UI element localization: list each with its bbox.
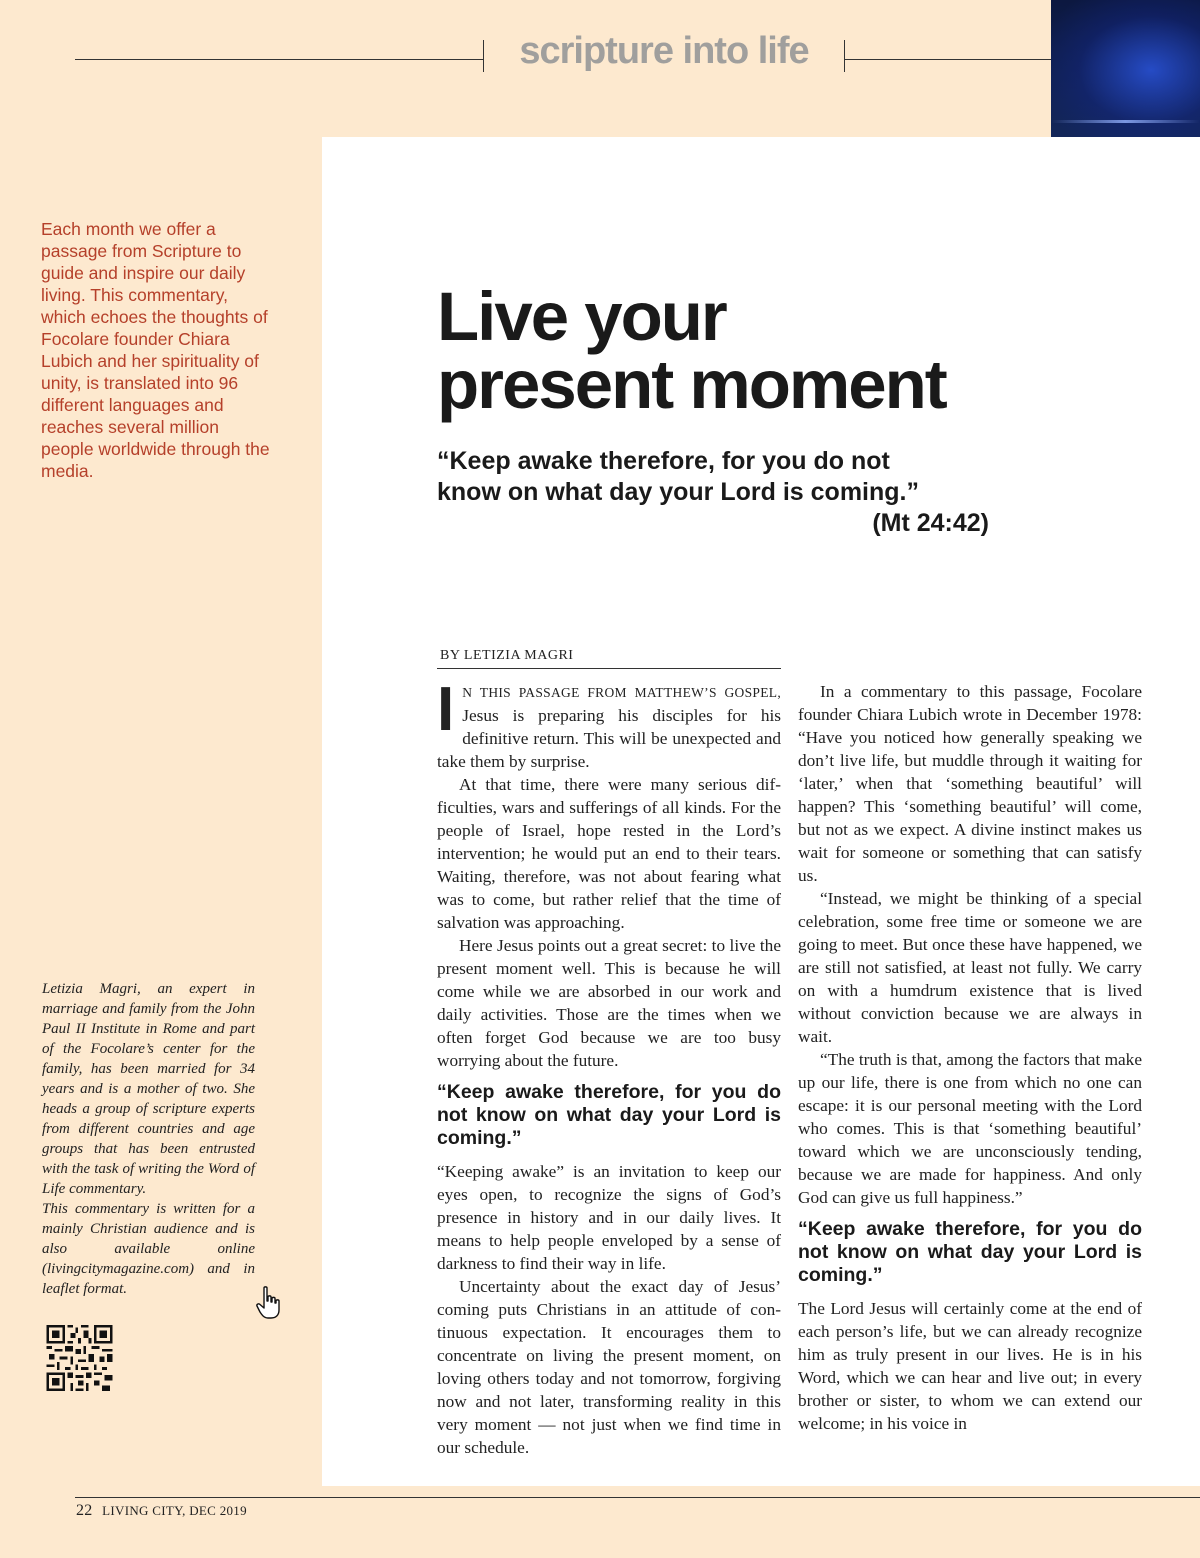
byline: BY LETIZIA MAGRI bbox=[440, 648, 574, 663]
subhead-1: “Keep awake therefore, for you do not know on what day your Lord is coming.” bbox=[437, 1081, 781, 1149]
page-footer bbox=[76, 1502, 247, 1520]
scripture-quote bbox=[437, 446, 997, 539]
hand-pointer-icon[interactable] bbox=[255, 1285, 283, 1321]
paragraph-8: “The truth is that, among the factors that make up our life, there is one from which no one can escape: it is our personal meeting with the Lord who comes. This is that ‘something beautiful’ toward which we are unconsciously tending, because we are made for happiness. And only God can give us full happiness.” bbox=[798, 1050, 1142, 1207]
header-rule-left bbox=[75, 59, 483, 60]
paragraph-2: At that time, there were many serious difficulties, wars and sufferings of all kinds. For the people of Israel, hope rested in the Lord’s intervention; he would put an end to their tears. Waiting, therefore, was not about fearing what was to come, but rather relief that the time of salvation was approaching. bbox=[437, 775, 781, 932]
article-title-line-1: Live your bbox=[437, 278, 726, 355]
section-title: scripture into life bbox=[519, 30, 809, 72]
footer-rule bbox=[75, 1497, 1200, 1498]
header-rule-right bbox=[845, 59, 1055, 60]
sidebar-intro: Each month we offer a passage from Scripture to guide and inspire our daily living. This commentary, which echoes the thoughts of Focolare founder Chiara Lubich and her spirituality of unity, is translated into 96 different languages and reaches several million people worldwide through the media. bbox=[41, 219, 270, 481]
scripture-quote-line-1: “Keep awake therefore, for you do not bbox=[437, 447, 890, 475]
article-title-line-2: present moment bbox=[437, 346, 946, 423]
scripture-quote-line-2: know on what day your Lord is coming.” bbox=[437, 478, 919, 506]
header-tick-right bbox=[844, 40, 845, 72]
page-number: 22 bbox=[76, 1502, 93, 1519]
byline-rule bbox=[437, 668, 781, 669]
paragraph-1 bbox=[437, 675, 781, 773]
author-bio bbox=[42, 979, 255, 1299]
scripture-reference: (Mt 24:42) bbox=[872, 509, 989, 537]
qr-code-icon[interactable] bbox=[46, 1325, 113, 1391]
paragraph-7: “Instead, we might be thinking of a special celebration, some free time or someone we are going to meet. But once these have happened, we are still not satisfied, at least not fully. We carry on with a humdrum existence that is lived without conviction because we are always in wait. bbox=[798, 889, 1142, 1046]
paragraph-9: The Lord Jesus will certainly come at the end of each person’s life, but we can already recognize him as truly present in our lives. He is in his Word, which we can hear and live out; in every brother or sister, to whom we can extend our welcome; in his voice in bbox=[798, 1299, 1142, 1433]
author-bio-text: Letizia Magri, an expert in marriage and family from the John Paul II Institute in Rome and part of the Focolare’s center for the family, has been married for 34 years and is a mother of two. She heads a group of scripture experts from different countries and age groups that has been entrusted with the task of writing the Word of Life commentary. bbox=[42, 981, 255, 1197]
paragraph-4: “Keeping awake” is an invitation to keep our eyes open, to recognize the signs of God’s presence in history and in our daily lives. It means to help people enveloped by a sense of darkness to find their way in life. bbox=[437, 1162, 781, 1273]
paragraph-6: In a commentary to this passage, Focolare founder Chiara Lubich wrote in December 1978: “Have you noticed how generally speaking we don’t live life, but muddle through it waiting for ‘later,’ when that ‘something beautiful’ will happen? This ‘something beautiful’ will come, but not as we expect. A divine instinct makes us wait for someone or something that can satisfy us. bbox=[798, 682, 1142, 885]
paragraph-3: Here Jesus points out a great secret: to live the present moment well. This is because he will come while we are absorbed in our work and daily activities. Those are the times when we often forget God because we are too busy worrying about the future. bbox=[437, 936, 781, 1070]
article-column-2 bbox=[798, 680, 1142, 1435]
subhead-2: “Keep awake therefore, for you do not know on what day your Lord is coming.” bbox=[798, 1218, 1142, 1286]
paragraph-1-text: Jesus is preparing his disciples for his definitive return. This will be unexpected and take them by surprise. bbox=[437, 706, 781, 771]
availability-note: This commentary is written for a mainly Christian audience and is also available online (livingcitymagazine.com) and in leaflet format. bbox=[42, 1201, 255, 1297]
drop-cap: I bbox=[437, 675, 455, 744]
article-column-1 bbox=[437, 675, 781, 1459]
publication-name: LIVING CITY, DEC 2019 bbox=[102, 1503, 247, 1518]
article-title bbox=[437, 278, 1037, 423]
lead-in: N THIS PASSAGE FROM MATTHEW’S GOSPEL, bbox=[462, 685, 781, 700]
header-tick-left bbox=[483, 40, 484, 72]
paragraph-5: Uncertainty about the exact day of Jesus’ coming puts Christians in an attitude of continuous expectation. It encourages them to concentrate on living the present moment, on loving others today and not tomorrow, forgiving now and not later, transforming reality in this very moment — not just when we find time in our schedule. bbox=[437, 1277, 781, 1457]
